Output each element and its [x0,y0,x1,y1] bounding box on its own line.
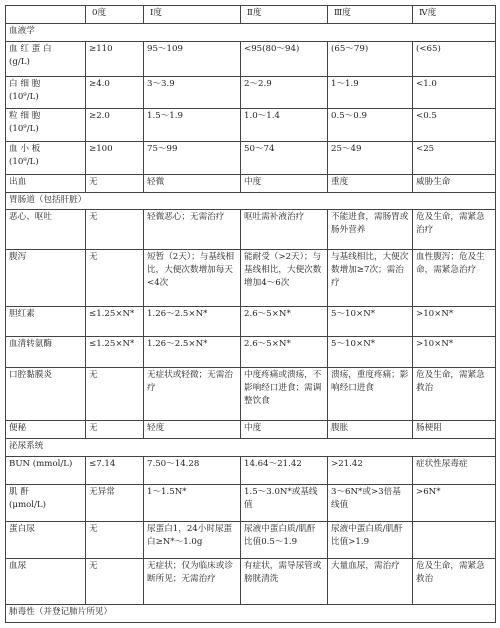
cell-grade-0 [86,420,144,438]
cell-grade-4 [413,558,496,604]
cell-grade-0 [86,141,144,174]
cell-grade-4 [413,456,496,484]
cell-grade-3 [328,456,413,484]
cell-text: 口腔黏膜炎 [9,369,52,380]
cell-grade-2 [241,41,328,76]
cell-item [6,521,86,558]
cell-item [6,484,86,521]
cell-grade-1 [144,76,241,109]
cell-text: 7.50～14.28 [147,458,200,469]
cell-text: 50～74 [244,143,275,154]
cell-text: 无 [89,523,98,534]
cell-grade-1 [144,174,241,192]
cell-text: <1.0 [416,78,437,89]
cell-grade-4 [413,41,496,76]
table-row [6,420,496,438]
cell-text: 腹泻 [9,251,27,262]
cell-grade-3 [328,141,413,174]
cell-text: 中度 [244,176,262,187]
cell-grade-1 [144,484,241,521]
section-header-row [6,24,496,42]
cell-grade-0 [86,307,144,337]
cell-text: 不能进食，需肠胃或肠外营养 [331,212,409,236]
cell-grade-3 [328,76,413,109]
section-header-cell: 胃肠道（包括肝脏） [6,192,496,210]
cell-item [6,174,86,192]
cell-grade-0 [86,456,144,484]
cell-text: 危及生命，需紧急救治 [416,560,485,584]
cell-item [6,337,86,367]
cell-text: 1.5～3.0N*或基线值 [244,486,318,510]
cell-item [6,249,86,306]
cell-grade-1 [144,420,241,438]
cell-text: 粒 细 胞 [9,111,41,122]
cell-text: 25～49 [331,143,362,154]
cell-text: 血 红 蛋 白 [9,43,52,54]
cell-grade-2 [241,420,328,438]
cell-grade-0 [86,41,144,76]
cell-grade-2 [241,307,328,337]
cell-grade-2 [241,141,328,174]
cell-text: 5～10×N* [331,309,376,320]
cell-grade-2 [241,521,328,558]
cell-grade-4 [413,76,496,109]
cell-text: 大量血尿，需治疗 [331,560,400,571]
cell-text: 3～6N*或>3倍基线值 [331,486,401,510]
header-cell-grade-4: Ⅳ度 [413,6,496,24]
cell-text: 出血 [9,176,27,187]
cell-text: 威胁生命 [416,176,451,187]
cell-text: 呕吐需补液治疗 [244,212,305,223]
table-row [6,76,496,109]
cell-text: 3～3.9 [147,78,175,89]
cell-text: 中度 [244,422,262,433]
cell-grade-1 [144,141,241,174]
cell-text: ≤7.14 [89,458,116,469]
cell-item [6,420,86,438]
table-row [6,174,496,192]
cell-text: (10⁹/L) [9,156,39,167]
cell-grade-2 [241,558,328,604]
cell-grade-2 [241,174,328,192]
cell-item [6,456,86,484]
cell-text: 1～1.9 [331,78,359,89]
cell-grade-4 [413,484,496,521]
cell-grade-3 [328,337,413,367]
cell-text: 1～1.5N* [147,486,187,497]
cell-text: 腹胀 [331,422,349,433]
cell-grade-3 [328,174,413,192]
cell-text: 血 小 板 [9,143,41,154]
cell-text: 无 [89,212,98,223]
cell-text: 尿液中蛋白质/肌酐比值0.5～1.9 [244,523,316,547]
cell-text: 无异常 [89,486,115,497]
cell-grade-4 [413,210,496,249]
cell-text: 血清转氨酶 [9,339,52,350]
cell-text: 无 [89,369,98,380]
cell-text: 无 [89,251,98,262]
cell-grade-2 [241,456,328,484]
section-header-cell: 血液学 [6,24,496,42]
cell-text: 中度疼痛或溃疡，不影响经口进食；需调整饮食 [244,369,322,406]
table-row [6,210,496,249]
cell-grade-2 [241,210,328,249]
section-header-cell: 肺毒性（并登记肺片所见） [6,604,496,622]
cell-grade-2 [241,484,328,521]
cell-grade-0 [86,249,144,306]
cell-text: ≤1.25×N* [89,309,135,320]
cell-grade-3 [328,41,413,76]
cell-text: ≤1.25×N* [89,339,135,350]
cell-text: 有症状，需导尿管或膀胱清洗 [244,560,322,584]
cell-grade-1 [144,249,241,306]
cell-text: 1.26～2.5×N* [147,309,208,320]
cell-text: 无 [89,422,98,433]
table-row [6,41,496,76]
cell-grade-1 [144,41,241,76]
cell-grade-1 [144,521,241,558]
table-header-row [6,6,496,24]
table-body [6,24,496,623]
table-row [6,558,496,604]
cell-text: >10×N* [416,309,454,320]
cell-grade-0 [86,109,144,142]
cell-grade-1 [144,558,241,604]
cell-text: 短暂（2天）；与基线相比，大便次数增加每天<4次 [147,251,235,288]
table-row [6,521,496,558]
cell-text: (10⁹/L) [9,124,39,135]
cell-grade-4 [413,307,496,337]
toxicity-grading-table [5,5,496,623]
cell-text: 肌 酐 [9,486,29,497]
cell-text: 1.0～1.4 [244,111,280,122]
cell-grade-3 [328,558,413,604]
cell-text: 0.5～0.9 [331,111,367,122]
cell-text: 14.64～21.42 [244,458,302,469]
cell-text: 胆红素 [9,309,35,320]
cell-text: 75～99 [147,143,178,154]
cell-grade-3 [328,109,413,142]
cell-grade-1 [144,307,241,337]
cell-text: 溃疡，重度疼痛；影响经口进食 [331,369,409,393]
table-row [6,307,496,337]
cell-item [6,367,86,420]
cell-item [6,558,86,604]
cell-text: 2～2.9 [244,78,272,89]
cell-grade-4 [413,337,496,367]
table-row [6,456,496,484]
table-row [6,141,496,174]
header-cell-grade-1: Ⅰ度 [144,6,241,24]
header-cell-grade-2: Ⅱ度 [241,6,328,24]
cell-text: 便秘 [9,422,27,433]
cell-grade-0 [86,367,144,420]
cell-item [6,109,86,142]
cell-text: >10×N* [416,339,454,350]
cell-grade-4 [413,174,496,192]
cell-text: 2.6～5×N* [244,309,291,320]
cell-text: 血性腹泻；危及生命，需紧急治疗 [416,251,485,275]
section-header-row [6,438,496,456]
cell-text: 症状性尿毒症 [416,458,468,469]
cell-text: ≥2.0 [89,111,110,122]
cell-text: (65～79) [331,43,369,54]
cell-item [6,307,86,337]
section-header-row [6,604,496,622]
table-row [6,484,496,521]
table-row [6,337,496,367]
cell-grade-2 [241,367,328,420]
cell-text: 轻微 [147,176,165,187]
table-row [6,109,496,142]
cell-text: >6N* [416,486,441,497]
cell-grade-4 [413,109,496,142]
cell-text: 恶心、呕吐 [9,212,52,223]
cell-grade-1 [144,456,241,484]
cell-text: 与基线相比，大便次数增加≥7次；需治疗 [331,251,409,288]
cell-grade-3 [328,249,413,306]
cell-text: >21.42 [331,458,363,469]
cell-text: 轻微恶心；无需治疗 [147,212,225,223]
cell-grade-4 [413,367,496,420]
cell-item [6,141,86,174]
cell-text: (10⁹/L) [9,91,39,102]
cell-text: 危及生命，需紧急治疗 [416,212,485,236]
cell-item [6,76,86,109]
cell-text: 尿蛋白1，24小时尿蛋白≥N*～1.0g [147,523,233,547]
cell-grade-2 [241,76,328,109]
cell-grade-0 [86,174,144,192]
cell-text: 无 [89,176,98,187]
cell-grade-4 [413,420,496,438]
cell-grade-0 [86,484,144,521]
header-empty-cell [6,6,86,24]
cell-grade-3 [328,484,413,521]
cell-text: ≥100 [89,143,113,154]
cell-text: 重度 [331,176,349,187]
section-header-row [6,192,496,210]
cell-text: <0.5 [416,111,437,122]
cell-text: <25 [416,143,435,154]
cell-text: 危及生命，需紧急救治 [416,369,485,393]
cell-text: 蛋白尿 [9,523,35,534]
cell-grade-3 [328,307,413,337]
cell-grade-0 [86,337,144,367]
cell-grade-0 [86,558,144,604]
cell-grade-0 [86,521,144,558]
cell-grade-2 [241,337,328,367]
cell-text: 1.26～2.5×N* [147,339,208,350]
cell-item [6,41,86,76]
cell-text: 尿液中蛋白质/肌酐比值>1.9 [331,523,403,547]
cell-text: (μmol/L) [9,499,46,510]
cell-text: 无症状或轻微；无需治疗 [147,369,233,393]
cell-grade-3 [328,521,413,558]
table-row [6,249,496,306]
header-cell-grade-3: Ⅲ度 [328,6,413,24]
cell-text: 血尿 [9,560,27,571]
cell-text: ≥4.0 [89,78,110,89]
cell-text: 无症状；仅为临床或诊断所见；无需治疗 [147,560,233,584]
cell-item [6,210,86,249]
cell-text: <95(80～94) [244,43,300,54]
cell-grade-1 [144,367,241,420]
cell-grade-2 [241,249,328,306]
cell-text: (g/L) [9,56,30,67]
section-header-cell: 泌尿系统 [6,438,496,456]
cell-text: 轻度 [147,422,165,433]
cell-grade-3 [328,420,413,438]
cell-grade-1 [144,109,241,142]
cell-text: ≥110 [89,43,113,54]
cell-grade-3 [328,367,413,420]
cell-grade-4 [413,521,496,558]
cell-text: 肠梗阻 [416,422,442,433]
cell-text: 5～10×N* [331,339,376,350]
table-row [6,367,496,420]
cell-grade-0 [86,76,144,109]
cell-grade-3 [328,210,413,249]
cell-text: 无 [89,560,98,571]
cell-text: 1.5～1.9 [147,111,183,122]
cell-grade-1 [144,337,241,367]
cell-text: 白 细 胞 [9,78,41,89]
cell-text: 能耐受（>2天）；与基线相比，大便次数增加4～6次 [244,251,322,288]
cell-grade-4 [413,141,496,174]
cell-text: 95～109 [147,43,183,54]
cell-text: BUN (mmol/L) [9,458,73,469]
cell-grade-1 [144,210,241,249]
cell-grade-2 [241,109,328,142]
cell-text: 2.6～5×N* [244,339,291,350]
header-cell-grade-0: 0度 [86,6,144,24]
cell-grade-4 [413,249,496,306]
cell-grade-0 [86,210,144,249]
cell-text: (<65) [416,43,441,54]
